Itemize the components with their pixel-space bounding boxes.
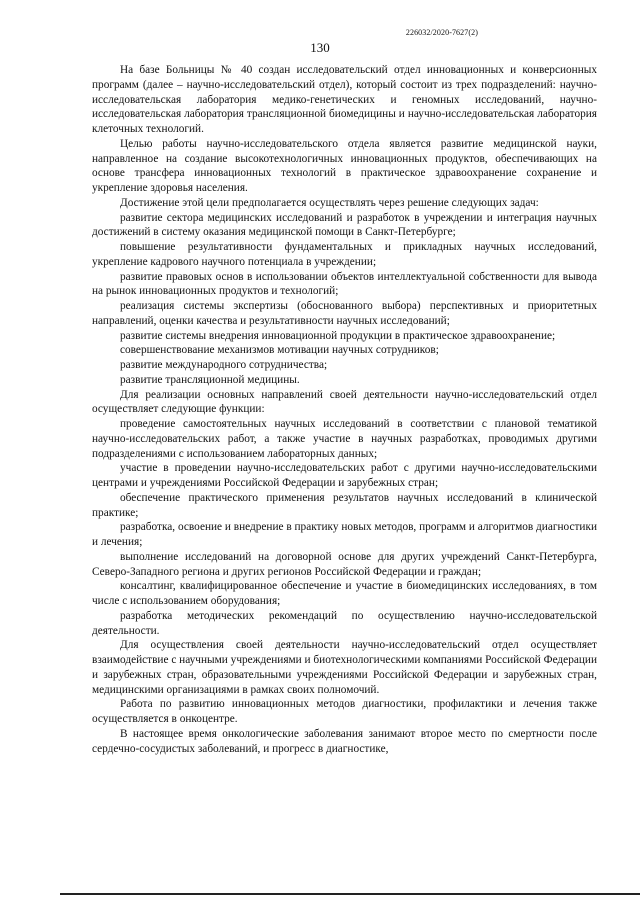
list-item: разработка методических рекомендаций по осуществлению научно-исследовательской деятельности. (92, 609, 597, 637)
document-id: 226032/2020-7627(2) (405, 28, 478, 37)
paragraph: На базе Больницы № 40 создан исследовательский отдел инновационных и конверсионных программ (далее – научно-исследовательский отдел), который состоит из трех подразделений: научно-исследовательская лаборатория медико-генетических и геномных исследований, научно-исследовательская лаборатория трансляционной биомедицины и научно-исследовательская лаборатория клеточных технологий. (92, 64, 597, 135)
paragraph: Для реализации основных направлений своей деятельности научно-исследовательский отдел осуществляет следующие функции: (92, 388, 597, 416)
paragraph: В настоящее время онкологические заболевания занимают второе место по смертности после сердечно-сосудистых заболеваний, и прогресс в диагностике, (92, 727, 597, 755)
list-item: проведение самостоятельных научных исследований в соответствии с плановой тематикой научно-исследовательских работ, а также участие в научных разработках, проводимых другими подразделениями с использованием лабораторных данных; (92, 418, 597, 460)
paragraph: Целью работы научно-исследовательского отдела является развитие медицинской науки, направленное на создание высокотехнологичных инновационных продуктов, обеспечивающих на основе трансфера инновационных технологий в практическое здравоохранение сохранение и укрепление здоровья населения. (92, 137, 597, 194)
bottom-rule (60, 893, 640, 895)
list-item: совершенствование механизмов мотивации научных сотрудников; (120, 344, 439, 357)
paragraph: Достижение этой цели предполагается осуществлять через решение следующих задач: (120, 196, 539, 209)
list-item: консалтинг, квалифицированное обеспечение и участие в биомедицинских исследованиях, в том числе с использованием оборудования; (92, 580, 597, 607)
document-body (92, 63, 597, 756)
paragraph: Работа по развитию инновационных методов диагностики, профилактики и лечения также осуществляется в онкоцентре. (92, 698, 597, 725)
list-item: участие в проведении научно-исследовательских работ с другими научно-исследовательскими центрами и учреждениями Российской Федерации и зарубежных стран; (92, 462, 597, 489)
list-item: развитие международного сотрудничества; (120, 359, 328, 371)
list-item: разработка, освоение и внедрение в практику новых методов, программ и алгоритмов диагностики и лечения; (92, 521, 597, 548)
paragraph: Для осуществления своей деятельности научно-исследовательский отдел осуществляет взаимодействие с научными учреждениями и биотехнологическими компаниями Российской Федерации и зарубежных стран, образовательными учреждениями Российской Федерации и зарубежных стран, медицинскими организациями в рамках своих полномочий. (92, 639, 597, 696)
list-item: реализация системы экспертизы (обоснованного выбора) перспективных и приоритетных направлений, оценки качества и результативности научных исследований; (92, 300, 597, 327)
list-item: развитие системы внедрения инновационной продукции в практическое здравоохранение; (120, 329, 556, 342)
list-item: повышение результативности фундаментальных и прикладных научных исследований, укрепление кадрового научного потенциала в учреждении; (92, 241, 597, 268)
list-item: развитие правовых основ в использовании объектов интеллектуальной собственности для вывода на рынок инновационных продуктов и технологий; (92, 270, 597, 298)
list-item: развитие сектора медицинских исследований и разработок в учреждении и интеграция научных достижений в систему оказания медицинской помощи в Санкт-Петербурге; (92, 211, 597, 239)
list-item: выполнение исследований на договорной основе для других учреждений Санкт-Петербурга, Северо-Западного региона и других регионов Российской Федерации и граждан; (92, 550, 597, 578)
list-item: обеспечение практического применения результатов научных исследований в клинической практике; (92, 491, 597, 519)
list-item: развитие трансляционной медицины. (120, 373, 300, 386)
page-number: 130 (310, 40, 330, 55)
